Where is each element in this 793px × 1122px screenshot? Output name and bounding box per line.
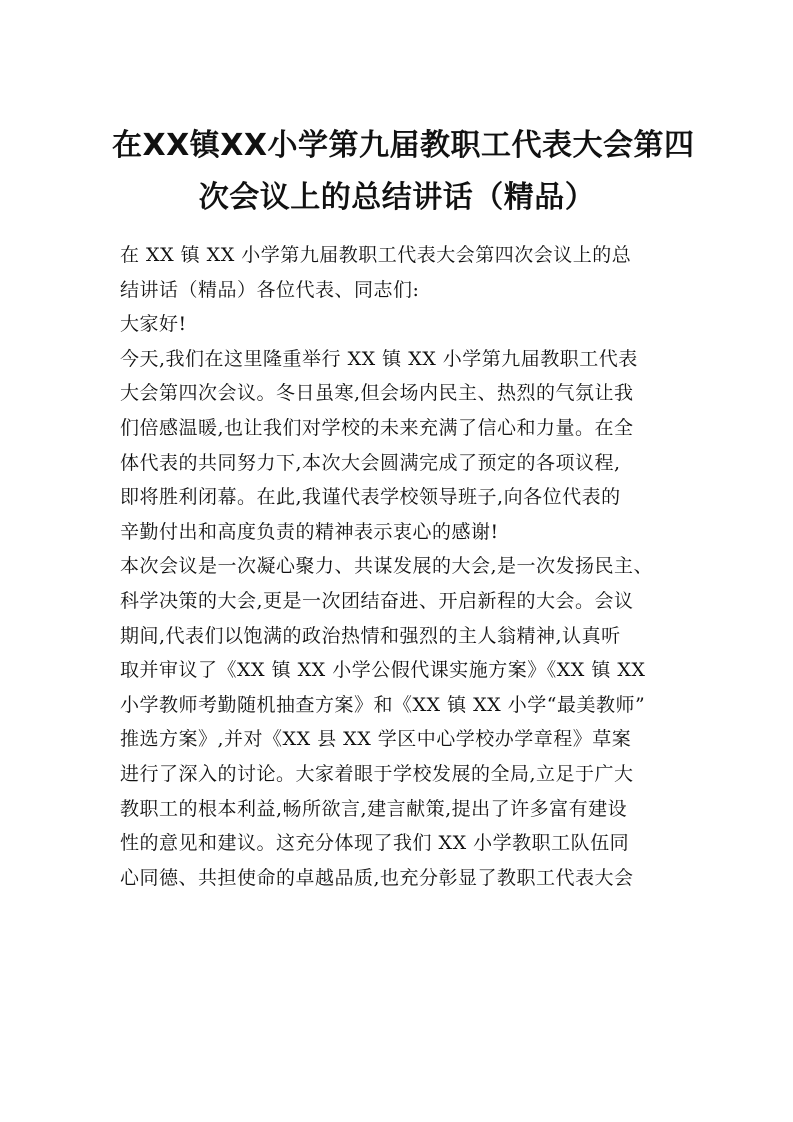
- body-line: 体代表的共同努力下,本次大会圆满完成了预定的各项议程,: [120, 451, 621, 474]
- body-line: 即将胜利闭幕。在此,我谨代表学校领导班子,向各位代表的: [120, 486, 621, 509]
- body-line: 推选方案》,并对《XX 县 XX 学区中心学校办学章程》草案: [120, 728, 632, 751]
- body-line: 教职工的根本利益,畅所欲言,建言献策,提出了许多富有建设: [120, 797, 628, 820]
- body-line: 期间,代表们以饱满的政治热情和强烈的主人翁精神,认真听: [120, 624, 621, 647]
- document-title: [112, 120, 695, 224]
- body-line: 取并审议了《XX 镇 XX 小学公假代课实施方案》《XX 镇 XX: [120, 659, 646, 682]
- body-line: 大会第四次会议。冬日虽寒,但会场内民主、热烈的气氛让我: [120, 382, 634, 405]
- body-line: 心同德、共担使命的卓越品质,也充分彰显了教职工代表大会: [120, 866, 634, 889]
- body-line: 进行了深入的讨论。大家着眼于学校发展的全局,立足于广大: [120, 762, 634, 785]
- body-line: 性的意见和建议。这充分体现了我们 XX 小学教职工队伍同: [120, 832, 630, 855]
- body-line: 大家好!: [120, 313, 187, 336]
- body-line: 小学教师考勤随机抽查方案》和《XX 镇 XX 小学“最美教师”: [120, 693, 646, 716]
- body-line: 今天,我们在这里隆重举行 XX 镇 XX 小学第九届教职工代表: [120, 347, 638, 370]
- body-line: 辛勤付出和高度负责的精神表示衷心的感谢!: [120, 520, 499, 543]
- body-line: 本次会议是一次凝心聚力、共谋发展的大会,是一次发扬民主、: [120, 555, 654, 578]
- body-line: 科学决策的大会,更是一次团结奋进、开启新程的大会。会议: [120, 589, 634, 612]
- body-line: 在 XX 镇 XX 小学第九届教职工代表大会第四次会议上的总: [120, 244, 632, 266]
- document-body: [120, 238, 680, 895]
- body-line: 们倍感温暖,也让我们对学校的未来充满了信心和力量。在全: [120, 416, 634, 439]
- body-line: 结讲话（精品）各位代表、同志们:: [120, 278, 420, 301]
- title-line: 次会议上的总结讲话（精品）: [198, 180, 596, 215]
- title-line: 在XX镇XX小学第九届教职工代表大会第四: [112, 128, 695, 163]
